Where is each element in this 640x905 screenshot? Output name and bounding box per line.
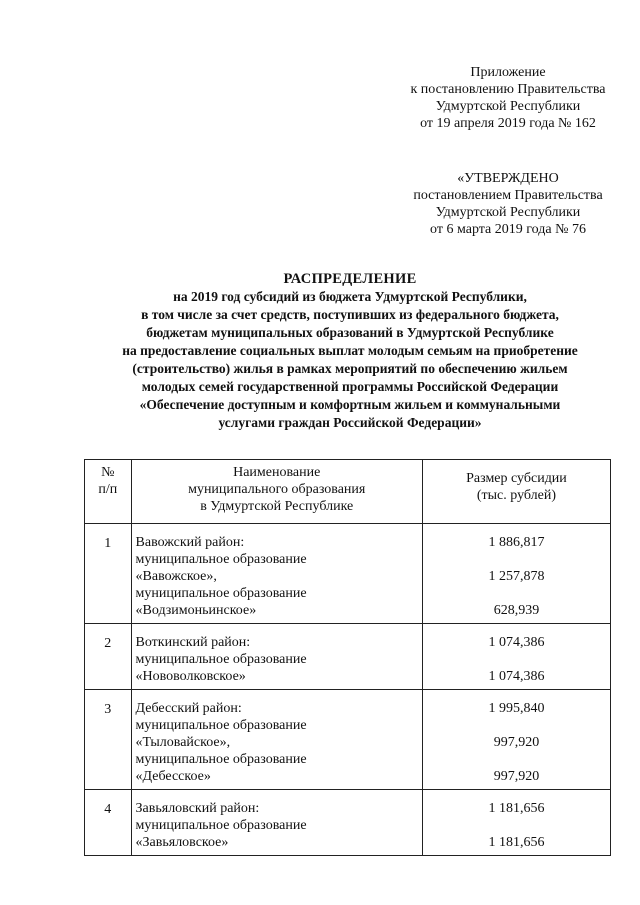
sum-value: 1 257,878	[488, 569, 545, 584]
name-line: «Нововолковское»	[135, 669, 246, 684]
header-name	[131, 460, 422, 524]
sum-value: 1 995,840	[488, 701, 545, 716]
sum-value: 1 181,656	[488, 835, 545, 850]
title-line: на предоставление социальных выплат молодым семьям на приобретение	[122, 343, 578, 358]
table-row	[85, 524, 611, 624]
row-sums	[422, 524, 610, 624]
header-sum	[422, 460, 610, 524]
row-number: 3	[85, 690, 132, 790]
row-sums	[422, 790, 610, 856]
name-line: муниципальное образование	[135, 552, 307, 567]
approval-line: от 6 марта 2019 года № 76	[430, 222, 586, 237]
name-line: «Дебесское»	[135, 769, 211, 784]
name-line: «Водзимоньинское»	[135, 603, 257, 618]
row-sums	[422, 624, 610, 690]
sum-value: 1 181,656	[488, 801, 545, 816]
title-main: РАСПРЕДЕЛЕНИЕ	[283, 271, 417, 287]
title-line: бюджетам муниципальных образований в Удмуртской Республике	[146, 325, 554, 340]
name-line: муниципальное образование	[135, 652, 307, 667]
subsidy-table	[84, 459, 611, 856]
table-header-row	[85, 460, 611, 524]
table-row	[85, 790, 611, 856]
title-line: на 2019 год субсидий из бюджета Удмуртской Республики,	[173, 289, 527, 304]
row-number: 4	[85, 790, 132, 856]
name-line: муниципальное образование	[135, 752, 307, 767]
name-line: Вавожский район:	[135, 535, 245, 550]
sum-value: 1 074,386	[488, 635, 545, 650]
appendix-line: Приложение	[470, 65, 546, 80]
appendix-line: Удмуртской Республики	[435, 99, 581, 114]
document-title	[60, 270, 640, 432]
title-line: услугами граждан Российской Федерации»	[218, 415, 482, 430]
table-row	[85, 690, 611, 790]
row-number: 1	[85, 524, 132, 624]
table-row	[85, 624, 611, 690]
appendix-line: к постановлению Правительства	[410, 82, 606, 97]
header-name-line: в Удмуртской Республике	[200, 499, 354, 514]
row-name	[131, 790, 422, 856]
appendix-note	[390, 64, 626, 132]
approval-line: «УТВЕРЖДЕНО	[457, 171, 559, 186]
title-line: молодых семей государственной программы Российской Федерации	[141, 379, 559, 394]
appendix-line: от 19 апреля 2019 года № 162	[420, 116, 596, 131]
sum-value: 1 074,386	[488, 669, 545, 684]
row-number: 2	[85, 624, 132, 690]
name-line: Дебесский район:	[135, 701, 242, 716]
sum-value: 997,920	[493, 735, 540, 750]
name-line: Воткинский район:	[135, 635, 251, 650]
title-line: (строительство) жилья в рамках мероприятий по обеспечению жильем	[132, 361, 568, 376]
sum-value: 628,939	[493, 603, 540, 618]
name-line: муниципальное образование	[135, 718, 307, 733]
title-line: «Обеспечение доступным и комфортным жильем и коммунальными	[139, 397, 561, 412]
row-sums	[422, 690, 610, 790]
name-line: «Вавожское»,	[135, 569, 217, 584]
header-sum-line: (тыс. рублей)	[476, 488, 557, 503]
approval-line: Удмуртской Республики	[435, 205, 581, 220]
header-num	[85, 460, 132, 524]
approval-stamp	[390, 170, 626, 238]
header-num-line: п/п	[98, 482, 118, 497]
header-sum-line: Размер субсидии	[466, 471, 567, 486]
header-num-line: №	[101, 465, 115, 480]
title-line: в том числе за счет средств, поступивших из федерального бюджета,	[141, 307, 559, 322]
header-name-line: муниципального образования	[188, 482, 366, 497]
name-line: Завьяловский район:	[135, 801, 260, 816]
name-line: «Завьяловское»	[135, 835, 229, 850]
row-name	[131, 624, 422, 690]
row-name	[131, 524, 422, 624]
name-line: муниципальное образование	[135, 818, 307, 833]
name-line: «Тыловайское»,	[135, 735, 231, 750]
sum-value: 997,920	[493, 769, 540, 784]
approval-line: постановлением Правительства	[413, 188, 603, 203]
name-line: муниципальное образование	[135, 586, 307, 601]
sum-value: 1 886,817	[488, 535, 545, 550]
row-name	[131, 690, 422, 790]
header-name-line: Наименование	[233, 465, 321, 480]
